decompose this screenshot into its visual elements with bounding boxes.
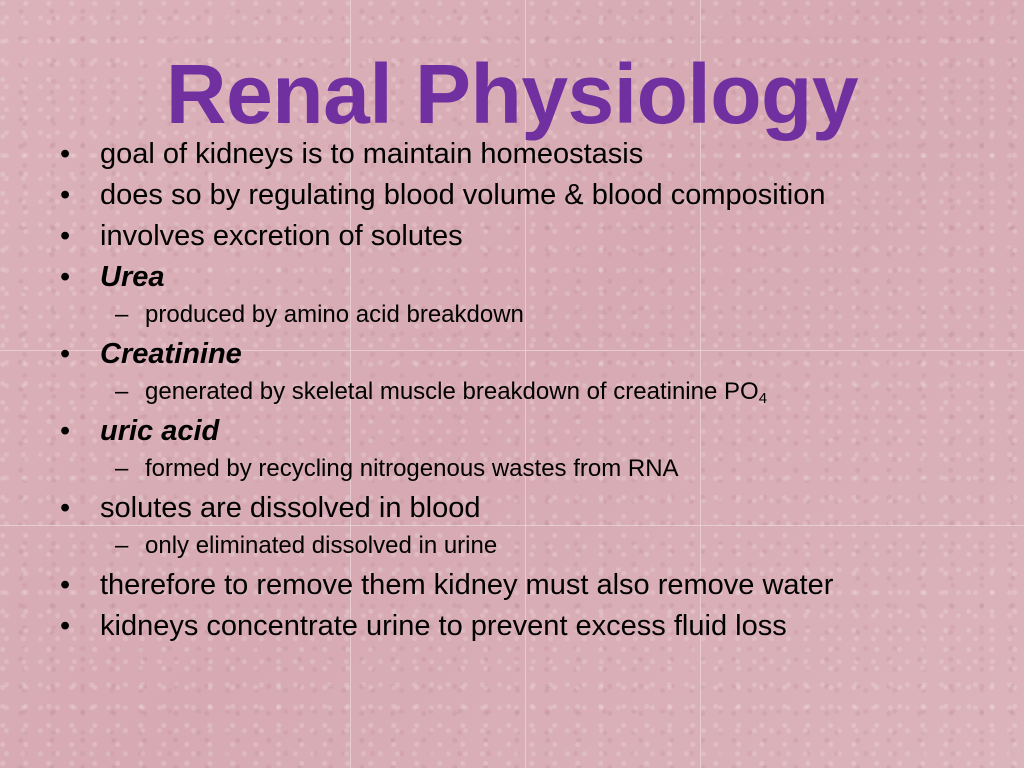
bullet-icon: •	[60, 415, 71, 447]
bullet-item	[60, 610, 990, 643]
bullet-text: goal of kidneys is to maintain homeostasis	[100, 138, 644, 170]
bullet-text: Creatinine	[100, 338, 242, 370]
bullet-item	[60, 492, 990, 525]
sub-bullet-text: only eliminated dissolved in urine	[145, 532, 498, 559]
bullet-text: uric acid	[100, 415, 220, 447]
bullet-item	[60, 220, 990, 253]
bullet-icon: •	[60, 138, 71, 170]
sub-bullet-text: generated by skeletal muscle breakdown of creatinine PO	[145, 378, 759, 405]
dash-icon: –	[115, 301, 129, 328]
bullet-text: solutes are dissolved in blood	[100, 492, 481, 524]
bullet-icon: •	[60, 338, 71, 370]
dash-icon: –	[115, 532, 129, 559]
bullet-icon: •	[60, 179, 71, 211]
bullet-item	[60, 569, 990, 602]
bullet-icon: •	[60, 492, 71, 524]
sub-bullet-text: produced by amino acid breakdown	[145, 301, 524, 328]
subscript: 4	[758, 390, 768, 407]
sub-bullet-item	[60, 378, 990, 406]
bullet-text: kidneys concentrate urine to prevent excess fluid loss	[100, 610, 787, 642]
bullet-item-creatinine	[60, 338, 990, 371]
bullet-item-urea	[60, 261, 990, 294]
bullet-text: does so by regulating blood volume & blood composition	[100, 179, 826, 211]
slide-title: Renal Physiology	[165, 47, 859, 141]
bullet-icon: •	[60, 261, 71, 293]
bullet-icon: •	[60, 569, 71, 601]
dash-icon: –	[115, 455, 129, 482]
bullet-item-uric-acid	[60, 415, 990, 448]
bullet-icon: •	[60, 610, 71, 642]
bullet-item	[60, 138, 990, 171]
sub-bullet-text: formed by recycling nitrogenous wastes from RNA	[145, 455, 679, 482]
dash-icon: –	[115, 378, 129, 405]
bullet-icon: •	[60, 220, 71, 252]
sub-bullet-item	[60, 532, 990, 560]
bullet-text: Urea	[100, 261, 165, 293]
sub-bullet-item	[60, 301, 990, 329]
sub-bullet-item	[60, 455, 990, 483]
bullet-list	[60, 138, 990, 651]
bullet-text: involves excretion of solutes	[100, 220, 463, 252]
bullet-item	[60, 179, 990, 212]
bullet-text: therefore to remove them kidney must also remove water	[100, 569, 834, 601]
